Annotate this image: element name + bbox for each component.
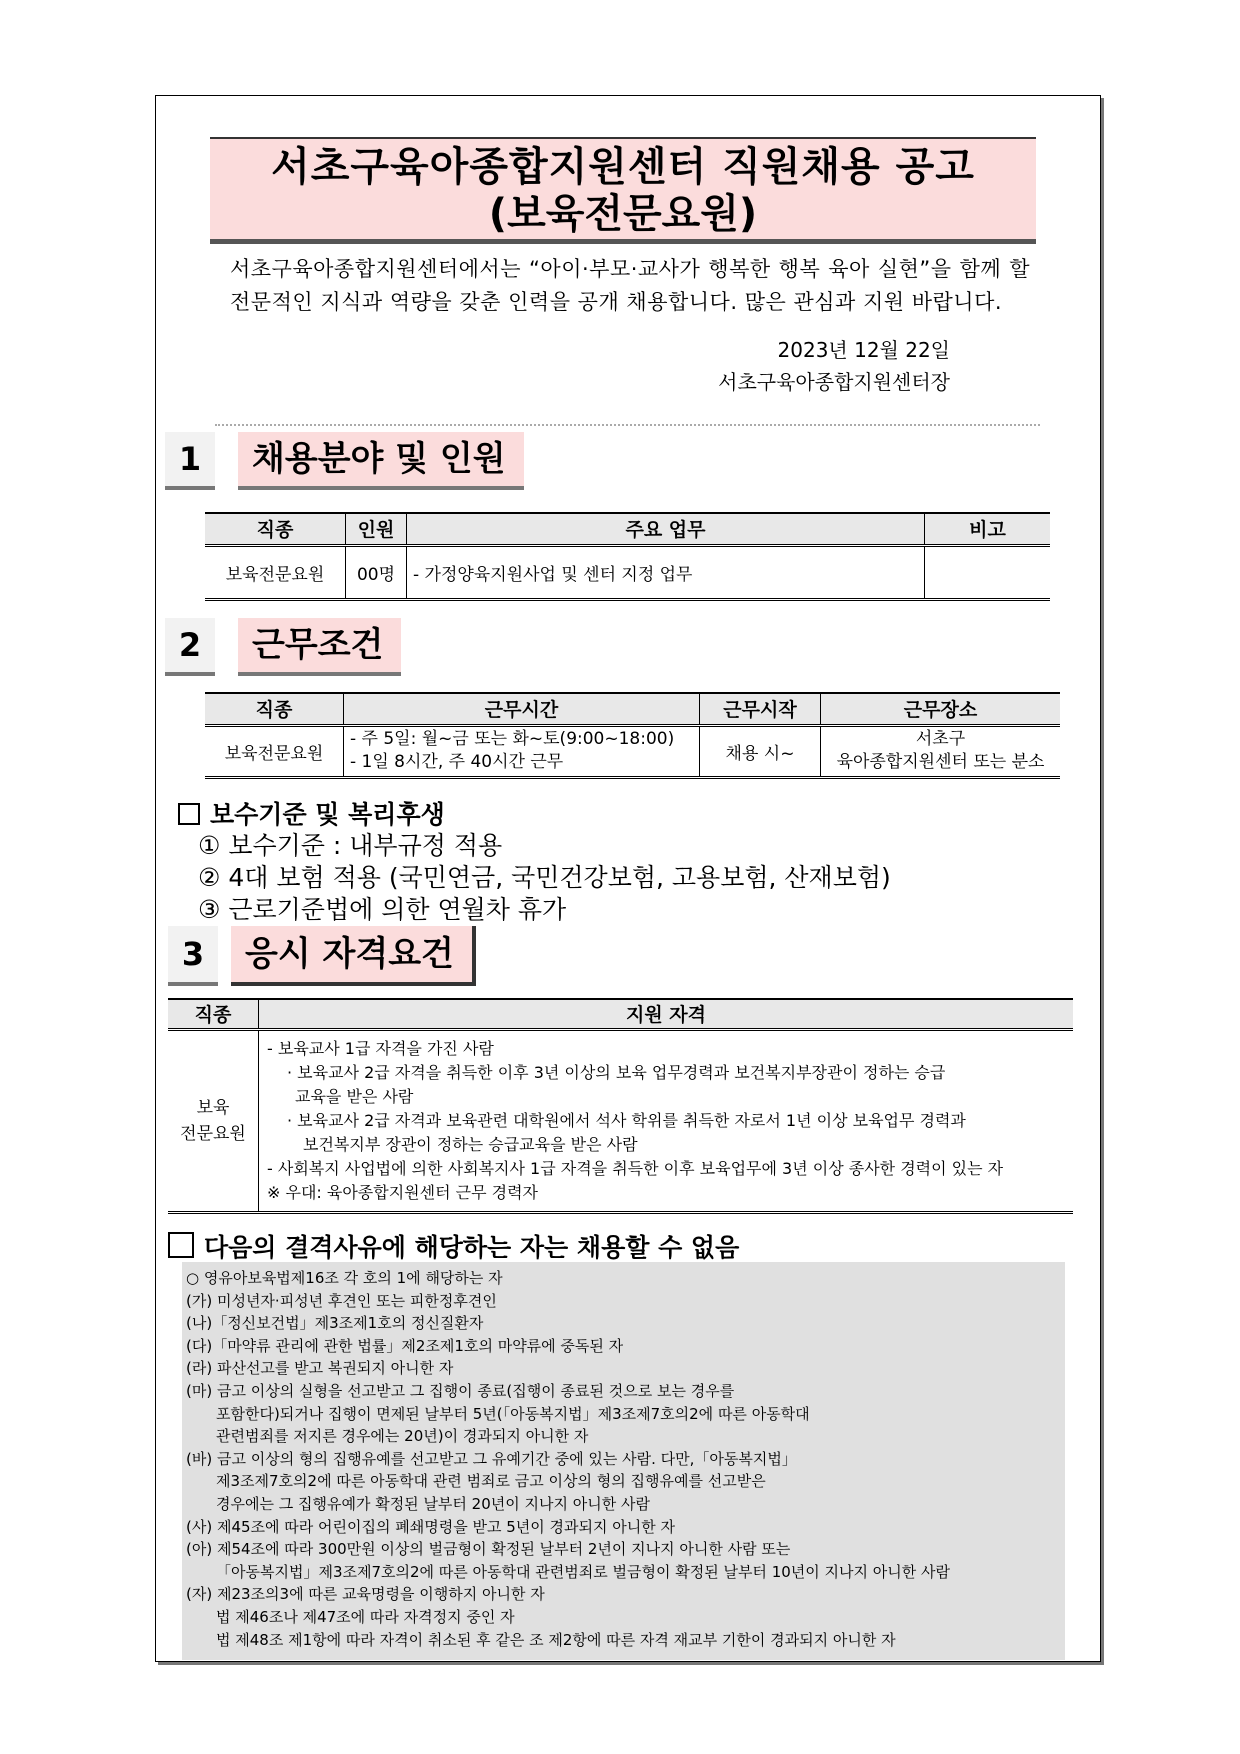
col-header-job: 직종	[205, 513, 346, 545]
cell-job	[168, 1029, 259, 1212]
disqualification-line: 제3조제7호의2에 따른 아동학대 관련 범죄로 금고 이상의 형의 집행유예를 선고받은	[216, 1472, 766, 1491]
cell-duties: - 가정양육지원사업 및 센터 지정 업무	[407, 545, 925, 599]
benefit-item: ③ 근로기준법에 의한 연월차 휴가	[198, 895, 567, 924]
disqualification-line: (사) 제45조에 따라 어린이집의 폐쇄명령을 받고 5년이 경과되지 아니한 자	[186, 1517, 675, 1536]
section2-title: 근무조건	[238, 618, 401, 676]
disqualification-line: (아) 제54조에 따라 300만원 이상의 벌금형이 확정된 날부터 2년이 지나지 아니한 사람 또는	[186, 1540, 791, 1559]
checkbox-icon	[178, 803, 200, 825]
intro-text: 서초구육아종합지원센터에서는 “아이·부모·교사가 행복한 행복 육아 실현”을 함께 할 전문적인 지식과 역량을 갖춘 인력을 공개 채용합니다. 많은 관심과 지원 바랍니다.	[230, 257, 1030, 314]
qualification-line: 보건복지부 장관이 정하는 승급교육을 받은 사람	[303, 1134, 638, 1154]
page-subtitle: (보육전문요원)	[488, 191, 758, 237]
checkbox-icon	[168, 1232, 194, 1258]
recruitment-table	[205, 512, 1050, 601]
title-banner	[210, 137, 1036, 244]
col-header-start: 근무시작	[700, 693, 821, 725]
disqualification-line: 경우에는 그 집행유예가 확정된 날부터 20년이 지나지 아니한 사람	[216, 1494, 650, 1513]
qualification-line: - 보육교사 1급 자격을 가진 사람	[267, 1038, 494, 1058]
disqualification-line: 법 제48조 제1항에 따라 자격이 취소된 후 같은 조 제2항에 따른 자격 재교부 기한이 경과되지 아니한 자	[216, 1630, 896, 1649]
qualification-line: · 보육교사 2급 자격과 보육관련 대학원에서 석사 학위를 취득한 자로서 1년 이상 보육업무 경력과	[287, 1110, 966, 1130]
hours-line: - 주 5일: 월~금 또는 화~토(9:00~18:00)	[350, 729, 675, 749]
disqualification-line: 포함한다)되거나 집행이 면제된 날부터 5년(「아동복지법」제3조제7호의2에 따른 아동학대	[216, 1404, 810, 1423]
cell-job: 보육전문요원	[205, 725, 344, 777]
benefits-title: 보수기준 및 복리후생	[210, 800, 445, 829]
place-line: 서초구	[915, 729, 966, 749]
disqualification-line: (자) 제23조의3에 따른 교육명령을 이행하지 아니한 자	[186, 1585, 545, 1604]
disqualification-line: ○ 영유아보육법제16조 각 호의 1에 해당하는 자	[186, 1269, 503, 1287]
table-row	[205, 545, 1050, 599]
qualification-line: · 보육교사 2급 자격을 취득한 이후 3년 이상의 보육 업무경력과 보건복지부장관이 정하는 승급	[287, 1062, 946, 1082]
issuer: 서초구육아종합지원센터장	[718, 370, 950, 394]
disqualification-line: (다)「마약류 관리에 관한 법률」제2조제1호의 마약류에 중독된 자	[186, 1336, 624, 1355]
divider	[215, 424, 1040, 426]
qualification-line: 교육을 받은 사람	[295, 1086, 414, 1106]
section3-number: 3	[168, 926, 218, 986]
hours-line: - 1일 8시간, 주 40시간 근무	[350, 752, 564, 772]
qualification-table	[168, 998, 1073, 1214]
cell-job: 보육전문요원	[205, 545, 346, 599]
cell-place	[821, 725, 1061, 777]
table-row	[205, 725, 1060, 777]
job-line: 보육	[196, 1097, 230, 1118]
col-header-duties: 주요 업무	[407, 513, 925, 545]
disqualification-line: (가) 미성년자·피성년 후견인 또는 피한정후견인	[186, 1291, 497, 1310]
col-header-count: 인원	[346, 513, 407, 545]
col-header-hours: 근무시간	[344, 693, 700, 725]
disqualification-line: 「아동복지법」제3조제7호의2에 따른 아동학대 관련범죄로 벌금형이 확정된 날부터 10년이 지나지 아니한 사람	[216, 1562, 950, 1581]
section3-title: 응시 자격요건	[231, 926, 476, 986]
announcement-date: 2023년 12월 22일	[777, 338, 950, 362]
qualification-line: ※ 우대: 육아종합지원센터 근무 경력자	[267, 1182, 538, 1202]
page-title: 서초구육아종합지원센터 직원채용 공고	[271, 144, 975, 190]
disqualification-title: 다음의 결격사유에 해당하는 자는 채용할 수 없음	[204, 1233, 740, 1262]
disqualification-line: (라) 파산선고를 받고 복권되지 아니한 자	[186, 1359, 454, 1378]
col-header-job: 직종	[168, 999, 259, 1029]
qualification-line: - 사회복지 사업법에 의한 사회복지사 1급 자격을 취득한 이후 보육업무에 3년 이상 종사한 경력이 있는 자	[267, 1158, 1004, 1178]
working-conditions-table	[205, 692, 1060, 779]
benefit-item: ② 4대 보험 적용 (국민연금, 국민건강보험, 고용보험, 산재보험)	[198, 863, 891, 892]
section1-title: 채용분야 및 인원	[238, 432, 524, 490]
disqualification-line: 관련범죄를 저지른 경우에는 20년)이 경과되지 아니한 자	[216, 1427, 589, 1446]
col-header-note: 비고	[925, 513, 1051, 545]
job-line: 전문요원	[180, 1123, 246, 1144]
disqualification-line: (나)「정신보건법」제3조제1호의 정신질환자	[186, 1314, 484, 1333]
col-header-job: 직종	[205, 693, 344, 725]
cell-count: 00명	[346, 545, 407, 599]
disqualification-line: (바) 금고 이상의 형의 집행유예를 선고받고 그 유예기간 중에 있는 사람. 다만,「아동복지법」	[186, 1449, 797, 1468]
table-row	[168, 1029, 1073, 1212]
cell-hours	[344, 725, 700, 777]
section1-number: 1	[165, 432, 215, 490]
disqualification-heading	[168, 1228, 739, 1264]
cell-note	[925, 545, 1051, 599]
col-header-place: 근무장소	[821, 693, 1061, 725]
place-line: 육아종합지원센터 또는 분소	[836, 752, 1045, 772]
disqualification-line: 법 제46조나 제47조에 따라 자격정지 중인 자	[216, 1607, 515, 1626]
cell-start: 채용 시~	[700, 725, 821, 777]
section2-number: 2	[165, 618, 215, 676]
cell-qualifications	[259, 1029, 1074, 1212]
col-header-qualification: 지원 자격	[259, 999, 1074, 1029]
disqualification-box	[182, 1262, 1065, 1660]
disqualification-line: (마) 금고 이상의 실형을 선고받고 그 집행이 종료(집행이 종료된 것으로 보는 경우를	[186, 1381, 735, 1400]
benefit-item: ① 보수기준 : 내부규정 적용	[198, 831, 503, 860]
